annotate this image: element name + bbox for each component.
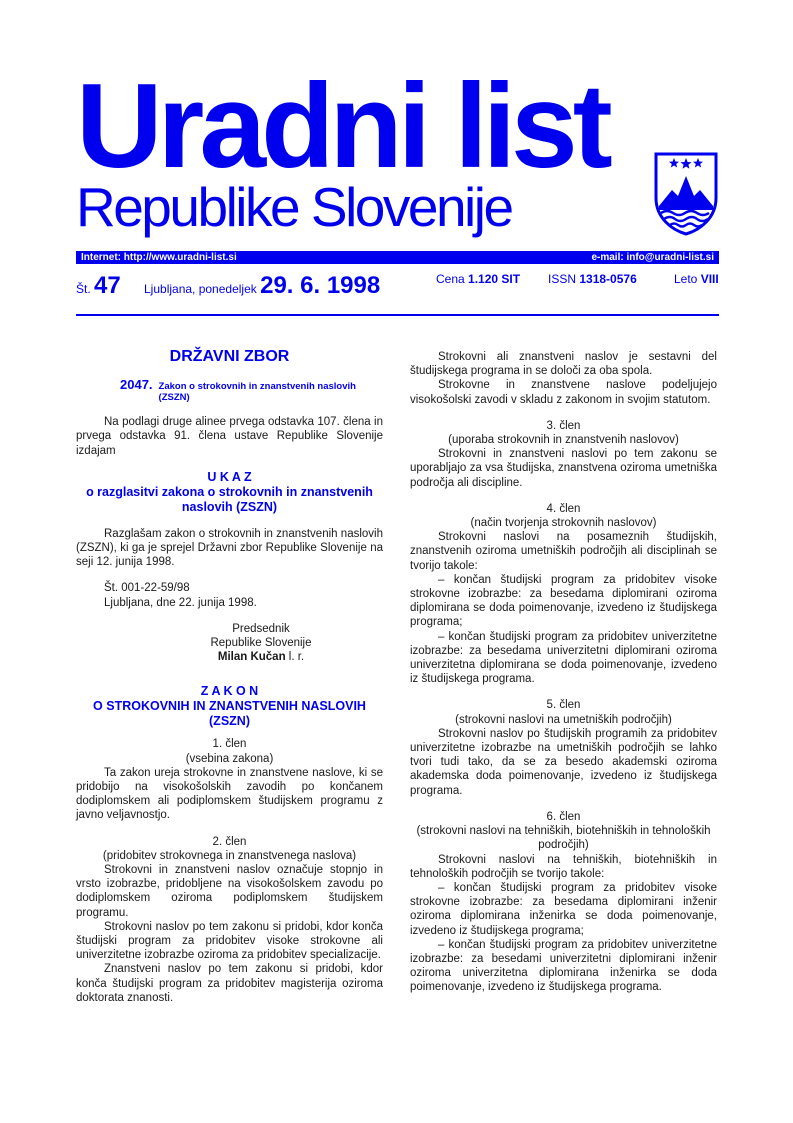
article-4-title: 4. člen xyxy=(546,502,581,515)
promulgation-text: Razglašam zakon o strokovnih in znanstvenih naslovih (ZSZN), ki ga je sprejel Državni zbor Republike Slovenije na seji 12. junija 1998. xyxy=(76,527,383,569)
signature-block xyxy=(181,622,341,665)
signature-name: Milan Kučan xyxy=(217,651,286,664)
price-value: 1.120 SIT xyxy=(468,272,521,286)
issue-year xyxy=(674,272,719,286)
article-2-paragraph-5: Strokovne in znanstvene naslove podeljujejo visokošolski zavodi v skladu z zakonom in svojim statutom. xyxy=(410,379,717,406)
signature-suffix: l. r. xyxy=(285,651,305,664)
article-2-paragraph-4: Strokovni ali znanstveni naslov je sestavni del študijskega programa in se določi za oba spola. xyxy=(410,351,717,378)
article-2-subtitle: (pridobitev strokovnega in znanstvenega naslova) xyxy=(102,849,357,862)
price-label: Cena xyxy=(436,272,465,286)
reference-date: Ljubljana, dne 22. junija 1998. xyxy=(104,596,257,609)
ukaz-heading: U K A Z xyxy=(207,469,252,484)
article-2-paragraph-1: Strokovni in znanstveni naslov označuje stopnjo in vrsto izobrazbe, pridobljene na visokošolskem zavodu po dodiplomskem oziroma podiplomskem študijskem programu. xyxy=(76,864,383,919)
email-link[interactable]: e-mail: info@uradni-list.si xyxy=(591,252,714,263)
issue-place-day: Ljubljana, ponedeljek xyxy=(144,282,257,296)
article-4-item-1: – končan študijski program za pridobitev visoke strokovne izobrazbe: za besedama diplomirani oziroma diplomirana se doda poimenovanje, izvedeno iz študijskega programa; xyxy=(410,573,717,629)
article-2-paragraph-2: Strokovni naslov po tem zakonu si pridobi, kdor konča študijski program za pridobitev visoke strokovne ali univerzitetne izobrazbe oziroma za pridobitev specializacije. xyxy=(76,920,383,962)
article-3-title: 3. člen xyxy=(546,419,581,432)
issue-number-label: Št. xyxy=(76,282,91,296)
ukaz-subheading: o razglasitvi zakona o strokovnih in znanstvenih naslovih (ZSZN) xyxy=(86,484,373,514)
article-6-item-1: – končan študijski program za pridobitev visoke strokovne izobrazbe: za besedama diplomirani inženir oziroma diplomirana inženirka se doda poimenovanje, izvedeno iz študijskega programa; xyxy=(410,881,717,937)
article-3-paragraph: Strokovni in znanstveni naslovi po tem zakonu se uporabljajo za vsa študijska, znanstvena oziroma umetniška področja ali discipline. xyxy=(410,448,717,489)
issue-number xyxy=(76,272,121,300)
masthead-subtitle: Republike Slovenije xyxy=(76,176,512,238)
issn-label: ISSN xyxy=(548,272,577,286)
article-5-subtitle: (strokovni naslovi na umetniških področjih) xyxy=(455,713,672,726)
article-1-title: 1. člen xyxy=(212,738,247,751)
zakon-heading: Z A K O N xyxy=(200,684,259,699)
article-4-item-2: – končan študijski program za pridobitev univerzitetne izobrazbe: za besedama univerzitetni diplomirani oziroma univerzitetna diplomirana se doda poimenovanje, izvedeno iz študijskega programa. xyxy=(410,630,717,686)
article-6-item-2: – končan študijski program za pridobitev univerzitetne izobrazbe: za besedami univerzitetni diplomirani inženir oziroma univerzitetna diplomirana inženirka se doda poimenovanje, izvedeno iz študijskega programa. xyxy=(410,938,717,994)
article-4-subtitle: (način tvorjenja strokovnih naslovov) xyxy=(470,517,657,530)
issn-value: 1318-0576 xyxy=(579,272,637,286)
article-4-paragraph: Strokovni naslovi na posameznih študijskih, znanstvenih oziroma umetniških področjih ali disciplinah se tvorijo takole: xyxy=(410,531,717,572)
issue-date-value: 29. 6. 1998 xyxy=(260,272,381,299)
article-1-paragraph: Ta zakon ureja strokovne in znanstvene naslove, ki se pridobijo na visokošolskih zavodih po končanem dodiplomskem ali podiplomskem študijskem programu z javno veljavnostjo. xyxy=(76,766,383,822)
article-3-subtitle: (uporaba strokovnih in znanstvenih naslovov) xyxy=(448,434,679,447)
issue-date xyxy=(144,272,380,300)
issue-issn xyxy=(548,272,637,286)
article-1-subtitle: (vsebina zakona) xyxy=(185,752,274,765)
zakon-subheading: O STROKOVNIH IN ZNANSTVENIH NASLOVIH (ZSZN) xyxy=(93,699,366,729)
reference-number: Št. 001-22-59/98 xyxy=(104,582,190,595)
masthead-title: Uradni list xyxy=(76,59,608,193)
section-heading: DRŽAVNI ZBOR xyxy=(169,348,290,365)
issue-number-value: 47 xyxy=(94,272,121,299)
act-heading xyxy=(120,378,383,403)
article-6-paragraph: Strokovni naslovi na tehniških, biotehniških in tehnoloških področjih se tvorijo takole: xyxy=(410,853,717,880)
internet-link[interactable]: Internet: http://www.uradni-list.si xyxy=(81,252,237,263)
article-6-title: 6. člen xyxy=(546,810,581,823)
year-label: Leto xyxy=(674,272,698,286)
issue-price xyxy=(436,272,520,286)
year-value: VIII xyxy=(700,272,719,286)
contact-bar xyxy=(76,251,719,264)
signature-name-line xyxy=(181,650,341,664)
article-2-paragraph-3: Znanstveni naslov po tem zakonu si pridobi, kdor konča študijski program za pridobitev magisterija oziroma doktorata znanosti. xyxy=(76,963,383,1004)
right-column xyxy=(410,350,717,995)
signature-role: Predsednik xyxy=(232,622,290,635)
article-2-title: 2. člen xyxy=(212,835,247,848)
act-title: Zakon o strokovnih in znanstvenih naslovih (ZSZN) xyxy=(158,381,356,404)
signature-org: Republike Slovenije xyxy=(210,637,312,650)
header-rule xyxy=(76,314,719,316)
coat-of-arms-icon xyxy=(652,150,720,236)
act-number: 2047. xyxy=(120,377,153,393)
left-column xyxy=(76,340,383,1005)
article-6-subtitle: (strokovni naslovi na tehniških, biotehniških in tehnoloških področjih) xyxy=(416,825,711,852)
article-5-title: 5. člen xyxy=(546,699,581,712)
article-5-paragraph: Strokovni naslov po študijskih programih za pridobitev univerzitetne izobrazbe na umetniških področjih se lahko tvori tudi tako, da se za besedo akademski oziroma akademska doda poimenovanje, izvedeno iz študijskega programa. xyxy=(410,727,717,797)
preamble: Na podlagi druge alinee prvega odstavka 107. člena in prvega odstavka 91. člena ustave Republike Slovenije izdajam xyxy=(76,416,383,457)
